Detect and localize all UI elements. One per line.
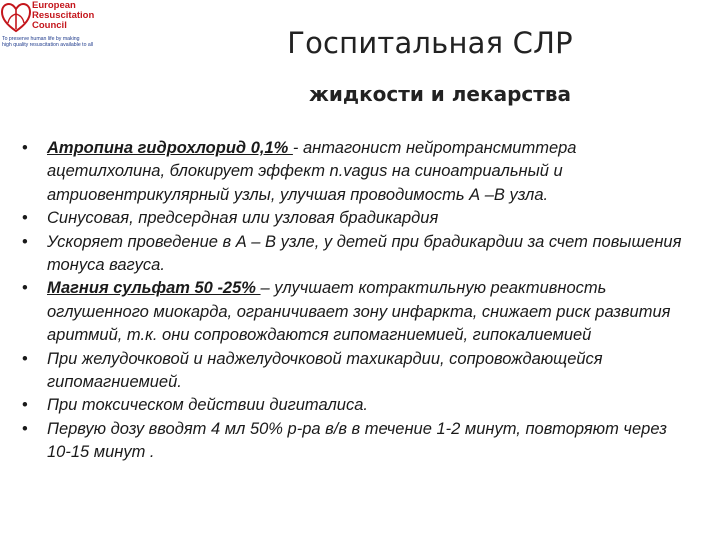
bullet-item <box>22 137 692 207</box>
bullet-icon: • <box>22 139 28 157</box>
bullet-text: Синусовая, предсердная или узловая брадикардия <box>47 209 439 228</box>
logo-name-line: Resuscitation <box>32 10 95 21</box>
logo-name-line: Council <box>32 20 67 31</box>
bullet-item <box>22 277 692 347</box>
bullet-text: При желудочковой и наджелудочковой тахикардии, сопровождающейся гипомагниемией. <box>47 349 603 392</box>
bullet-item <box>22 231 692 278</box>
bullet-list <box>22 137 692 465</box>
bullet-icon: • <box>22 396 28 415</box>
erc-logo <box>0 0 122 50</box>
bullet-icon: • <box>22 232 28 251</box>
bullet-icon: • <box>22 349 28 368</box>
bullet-text: Первую дозу вводят 4 мл 50% р-ра в/в в течение 1-2 минут, повторяют через 10-15 минут . <box>47 419 667 462</box>
logo-tagline-line: To preserve human life by making <box>2 36 80 42</box>
bullet-text: - антагонист нейротрансмиттера ацетилхолина, блокирует эффект n.vagus на синоатриальный и атриовентрикулярный узлы, улучшая проводимость А –В узла. <box>47 139 577 204</box>
slide-subtitle: жидкости и лекарства <box>309 82 571 106</box>
drug-name: Атропина гидрохлорид 0,1% <box>47 139 293 157</box>
logo-tagline <box>2 36 93 48</box>
bullet-icon: • <box>22 419 28 438</box>
slide-title: Госпитальная СЛР <box>287 26 573 60</box>
bullet-item <box>22 348 692 395</box>
bullet-item <box>22 207 692 230</box>
bullet-text: При токсическом действии дигиталиса. <box>47 396 368 415</box>
bullet-item <box>22 418 692 465</box>
logo-name <box>32 1 94 31</box>
logo-name-line: European <box>32 0 76 11</box>
logo-tagline-line: high quality resuscitation available to all <box>2 42 94 48</box>
bullet-text: – улучшает котрактильную реактивность оглушенного миокарда, ограничивает зону инфаркта, снижает риск развития аритмий, т.к. они сопровождаются гипомагниемией, гипокалиемией <box>47 279 671 345</box>
bullet-icon: • <box>22 209 28 228</box>
bullet-text: Ускоряет проведение в А – В узле, у детей при брадикардии за счет повышения тонуса вагуса. <box>47 232 682 275</box>
bullet-item <box>22 394 692 417</box>
bullet-icon: • <box>22 279 28 298</box>
drug-name: Магния сульфат 50 -25% <box>47 279 261 298</box>
